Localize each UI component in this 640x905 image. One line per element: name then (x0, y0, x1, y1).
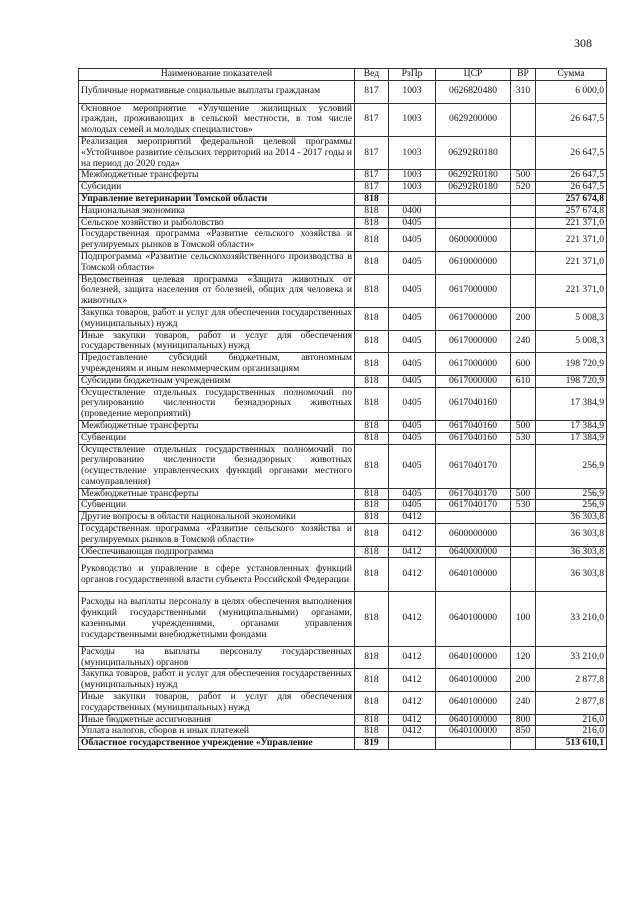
row-csr: 0640100000 (436, 669, 511, 692)
row-name: Основное мероприятие «Улучшение жилищных условий граждан, проживающих в сельской местности, в том числе молодых семей и молодых специалистов» (79, 103, 355, 136)
page-number: 308 (574, 36, 592, 50)
row-name: Осуществление отдельных государственных полномочий по регулированию численности безнадзорных животных (проведение мероприятий) (79, 387, 355, 420)
row-vr (511, 512, 536, 524)
row-csr: 0640100000 (436, 558, 511, 591)
table-row (79, 444, 607, 488)
row-name: Государственная программа «Развитие сельского хозяйства и регулируемых рынков в Томской области» (79, 524, 355, 547)
row-vr: 500 (511, 420, 536, 432)
row-rzpr: 0412 (389, 524, 436, 547)
row-vr: 530 (511, 500, 536, 512)
row-sum: 26 647,5 (536, 170, 607, 182)
row-vr: 200 (511, 669, 536, 692)
row-ved: 818 (355, 669, 389, 692)
table-row (79, 420, 607, 432)
row-vr (511, 524, 536, 547)
row-name: Подпрограмма «Развитие сельскохозяйственного производства в Томской области» (79, 251, 355, 274)
row-rzpr: 0412 (389, 692, 436, 715)
row-sum: 36 303,8 (536, 512, 607, 524)
row-sum: 36 303,8 (536, 546, 607, 558)
row-csr (436, 217, 511, 229)
table-row (79, 81, 607, 104)
row-csr: 0617000000 (436, 353, 511, 376)
table-row (79, 170, 607, 182)
row-sum: 257 674,8 (536, 205, 607, 217)
row-csr: 06292R0180 (436, 170, 511, 182)
row-name: Расходы на выплаты персоналу в целях обеспечения выполнения функций государственными (муниципальными) органами, казенными учреждениями, органами управления государственными внебюджетными фондами (79, 591, 355, 646)
table-row (79, 692, 607, 715)
row-rzpr: 1003 (389, 136, 436, 169)
row-ved: 818 (355, 330, 389, 353)
row-sum: 256,9 (536, 488, 607, 500)
row-name: Межбюджетные трансферты (79, 170, 355, 182)
row-rzpr: 0405 (389, 274, 436, 307)
table-row (79, 646, 607, 669)
row-sum: 216,0 (536, 726, 607, 738)
row-csr: 06292R0180 (436, 182, 511, 194)
header-ved: Вед (355, 69, 389, 81)
row-vr: 530 (511, 432, 536, 444)
table-row (79, 274, 607, 307)
row-ved: 817 (355, 170, 389, 182)
row-rzpr: 0405 (389, 330, 436, 353)
row-sum: 256,9 (536, 444, 607, 488)
row-ved: 818 (355, 274, 389, 307)
row-vr: 240 (511, 330, 536, 353)
budget-table (78, 68, 607, 750)
row-vr: 610 (511, 375, 536, 387)
row-vr (511, 229, 536, 252)
row-csr: 0617000000 (436, 307, 511, 330)
row-name: Иные закупки товаров, работ и услуг для обеспечения государственных (муниципальных) нужд (79, 330, 355, 353)
row-rzpr: 0405 (389, 229, 436, 252)
row-csr: 0617040160 (436, 387, 511, 420)
row-name: Реализация мероприятий федеральной целевой программы «Устойчивое развитие сельских территорий на 2014 - 2017 годы и на период до 2020 года» (79, 136, 355, 169)
row-rzpr: 1003 (389, 103, 436, 136)
row-csr: 0610000000 (436, 251, 511, 274)
row-sum: 36 303,8 (536, 558, 607, 591)
row-name: Иные закупки товаров, работ и услуг для обеспечения государственных (муниципальных) нужд (79, 692, 355, 715)
row-rzpr: 0405 (389, 353, 436, 376)
row-csr: 0640100000 (436, 692, 511, 715)
table-row (79, 726, 607, 738)
table-row (79, 591, 607, 646)
row-rzpr: 0405 (389, 217, 436, 229)
table-row (79, 182, 607, 194)
row-csr: 0626820480 (436, 81, 511, 104)
row-sum: 513 610,1 (536, 738, 607, 750)
row-name: Субвенции (79, 500, 355, 512)
row-ved: 818 (355, 512, 389, 524)
row-csr: 0640100000 (436, 591, 511, 646)
table-row (79, 205, 607, 217)
row-sum: 17 384,9 (536, 432, 607, 444)
row-vr (511, 738, 536, 750)
header-rzpr: РзПр (389, 69, 436, 81)
table-row (79, 488, 607, 500)
row-vr (511, 205, 536, 217)
row-name: Межбюджетные трансферты (79, 420, 355, 432)
row-csr: 0600000000 (436, 229, 511, 252)
row-csr (436, 205, 511, 217)
row-sum: 198 720,9 (536, 375, 607, 387)
row-vr: 200 (511, 307, 536, 330)
row-name: Другие вопросы в области национальной экономики (79, 512, 355, 524)
row-csr: 0617040160 (436, 420, 511, 432)
row-rzpr: 0412 (389, 714, 436, 726)
row-sum: 17 384,9 (536, 387, 607, 420)
row-vr (511, 251, 536, 274)
row-ved: 818 (355, 726, 389, 738)
row-csr: 0600000000 (436, 524, 511, 547)
table-row (79, 558, 607, 591)
row-name: Предоставление субсидий бюджетным, автономным учреждениям и иным некоммерческим организациям (79, 353, 355, 376)
row-vr: 500 (511, 488, 536, 500)
table-header-row (79, 69, 607, 81)
row-ved: 817 (355, 136, 389, 169)
row-ved: 818 (355, 432, 389, 444)
row-sum: 221 371,0 (536, 217, 607, 229)
table-row (79, 229, 607, 252)
row-vr: 120 (511, 646, 536, 669)
row-ved: 818 (355, 558, 389, 591)
row-vr (511, 274, 536, 307)
row-csr: 0629200000 (436, 103, 511, 136)
row-csr: 0617040170 (436, 500, 511, 512)
table-row (79, 193, 607, 205)
row-sum: 17 384,9 (536, 420, 607, 432)
row-name: Публичные нормативные социальные выплаты гражданам (79, 81, 355, 104)
row-ved: 818 (355, 500, 389, 512)
row-vr: 520 (511, 182, 536, 194)
row-sum: 6 000,0 (536, 81, 607, 104)
header-sum: Сумма (536, 69, 607, 81)
row-csr: 0617040160 (436, 432, 511, 444)
row-ved: 818 (355, 444, 389, 488)
row-sum: 221 371,0 (536, 229, 607, 252)
row-rzpr: 0400 (389, 205, 436, 217)
row-sum: 221 371,0 (536, 274, 607, 307)
row-vr (511, 103, 536, 136)
table-row (79, 375, 607, 387)
row-rzpr: 0405 (389, 500, 436, 512)
row-csr: 06292R0180 (436, 136, 511, 169)
row-vr: 800 (511, 714, 536, 726)
row-rzpr: 1003 (389, 170, 436, 182)
row-rzpr: 1003 (389, 182, 436, 194)
row-name: Субвенции (79, 432, 355, 444)
row-sum: 2 877,8 (536, 692, 607, 715)
header-name: Наименование показателей (79, 69, 355, 81)
row-rzpr: 0405 (389, 387, 436, 420)
table-row (79, 103, 607, 136)
row-csr: 0617000000 (436, 375, 511, 387)
row-ved: 817 (355, 182, 389, 194)
row-csr: 0617040170 (436, 444, 511, 488)
row-vr (511, 558, 536, 591)
row-sum: 26 647,5 (536, 182, 607, 194)
row-vr (511, 444, 536, 488)
row-vr: 240 (511, 692, 536, 715)
row-rzpr: 0412 (389, 558, 436, 591)
row-name: Областное государственное учреждение «Управление (79, 738, 355, 750)
row-name: Национальная экономика (79, 205, 355, 217)
table-row (79, 307, 607, 330)
row-rzpr: 0405 (389, 420, 436, 432)
row-vr: 850 (511, 726, 536, 738)
row-csr: 0640100000 (436, 646, 511, 669)
row-name: Государственная программа «Развитие сельского хозяйства и регулируемых рынков в Томской области» (79, 229, 355, 252)
row-rzpr: 0412 (389, 591, 436, 646)
row-sum: 33 210,0 (536, 591, 607, 646)
row-rzpr: 1003 (389, 81, 436, 104)
row-sum: 256,9 (536, 500, 607, 512)
row-vr: 500 (511, 170, 536, 182)
row-name: Субсидии бюджетным учреждениям (79, 375, 355, 387)
row-name: Закупка товаров, работ и услуг для обеспечения государственных (муниципальных) нужд (79, 669, 355, 692)
row-ved: 818 (355, 420, 389, 432)
table-row (79, 714, 607, 726)
table-row (79, 217, 607, 229)
row-ved: 818 (355, 524, 389, 547)
row-sum: 216,0 (536, 714, 607, 726)
table-row (79, 251, 607, 274)
row-vr (511, 546, 536, 558)
row-name: Ведомственная целевая программа «Защита животных от болезней, защита населения от болезней, общих для человека и животных» (79, 274, 355, 307)
table-body (79, 81, 607, 750)
row-ved: 818 (355, 193, 389, 205)
row-name: Управление ветеринарии Томской области (79, 193, 355, 205)
row-csr: 0617000000 (436, 330, 511, 353)
row-sum: 5 008,3 (536, 307, 607, 330)
row-sum: 198 720,9 (536, 353, 607, 376)
row-ved: 818 (355, 692, 389, 715)
table-row (79, 136, 607, 169)
table-row (79, 524, 607, 547)
row-name: Иные бюджетные ассигнования (79, 714, 355, 726)
row-csr: 0617040170 (436, 488, 511, 500)
row-csr: 0640000000 (436, 546, 511, 558)
row-rzpr: 0412 (389, 669, 436, 692)
row-ved: 818 (355, 646, 389, 669)
row-ved: 818 (355, 546, 389, 558)
table-row (79, 512, 607, 524)
table-row (79, 330, 607, 353)
row-rzpr: 0412 (389, 646, 436, 669)
row-rzpr: 0405 (389, 488, 436, 500)
row-name: Осуществление отдельных государственных полномочий по регулированию численности безнадзорных животных (осуществление управленческих функций органами местного самоуправления) (79, 444, 355, 488)
row-rzpr (389, 738, 436, 750)
row-rzpr: 0405 (389, 444, 436, 488)
row-name: Расходы на выплаты персоналу государственных (муниципальных) органов (79, 646, 355, 669)
row-csr: 0640100000 (436, 726, 511, 738)
row-rzpr: 0405 (389, 307, 436, 330)
table-row (79, 500, 607, 512)
row-vr (511, 136, 536, 169)
row-rzpr: 0412 (389, 726, 436, 738)
row-csr (436, 512, 511, 524)
row-csr (436, 738, 511, 750)
row-ved: 817 (355, 103, 389, 136)
row-vr (511, 387, 536, 420)
row-csr: 0617000000 (436, 274, 511, 307)
row-sum: 257 674,8 (536, 193, 607, 205)
row-ved: 818 (355, 307, 389, 330)
row-sum: 26 647,5 (536, 103, 607, 136)
row-ved: 818 (355, 714, 389, 726)
row-ved: 818 (355, 251, 389, 274)
row-rzpr: 0405 (389, 251, 436, 274)
table-row (79, 669, 607, 692)
row-vr: 600 (511, 353, 536, 376)
row-rzpr: 0405 (389, 375, 436, 387)
row-ved: 818 (355, 205, 389, 217)
row-sum: 2 877,8 (536, 669, 607, 692)
row-ved: 818 (355, 488, 389, 500)
table-row (79, 432, 607, 444)
row-ved: 817 (355, 81, 389, 104)
row-vr (511, 217, 536, 229)
row-vr: 100 (511, 591, 536, 646)
row-sum: 5 008,3 (536, 330, 607, 353)
row-ved: 818 (355, 387, 389, 420)
table-row (79, 738, 607, 750)
row-name: Обеспечивающая подпрограмма (79, 546, 355, 558)
row-vr: 310 (511, 81, 536, 104)
header-csr: ЦСР (436, 69, 511, 81)
row-sum: 26 647,5 (536, 136, 607, 169)
row-rzpr: 0412 (389, 512, 436, 524)
row-rzpr: 0412 (389, 546, 436, 558)
row-sum: 36 303,8 (536, 524, 607, 547)
row-name: Сельское хозяйство и рыболовство (79, 217, 355, 229)
row-vr (511, 193, 536, 205)
row-ved: 818 (355, 375, 389, 387)
table-row (79, 353, 607, 376)
row-sum: 33 210,0 (536, 646, 607, 669)
row-sum: 221 371,0 (536, 251, 607, 274)
row-ved: 818 (355, 217, 389, 229)
row-name: Уплата налогов, сборов и иных платежей (79, 726, 355, 738)
header-vr: ВР (511, 69, 536, 81)
row-csr: 0640100000 (436, 714, 511, 726)
row-name: Руководство и управление в сфере установленных функций органов государственной власти субъекта Российской Федерации (79, 558, 355, 591)
row-ved: 818 (355, 591, 389, 646)
table-row (79, 387, 607, 420)
row-name: Межбюджетные трансферты (79, 488, 355, 500)
row-rzpr (389, 193, 436, 205)
row-rzpr: 0405 (389, 432, 436, 444)
row-csr (436, 193, 511, 205)
row-ved: 819 (355, 738, 389, 750)
row-ved: 818 (355, 353, 389, 376)
row-name: Субсидии (79, 182, 355, 194)
row-name: Закупка товаров, работ и услуг для обеспечения государственных (муниципальных) нужд (79, 307, 355, 330)
row-ved: 818 (355, 229, 389, 252)
table-row (79, 546, 607, 558)
